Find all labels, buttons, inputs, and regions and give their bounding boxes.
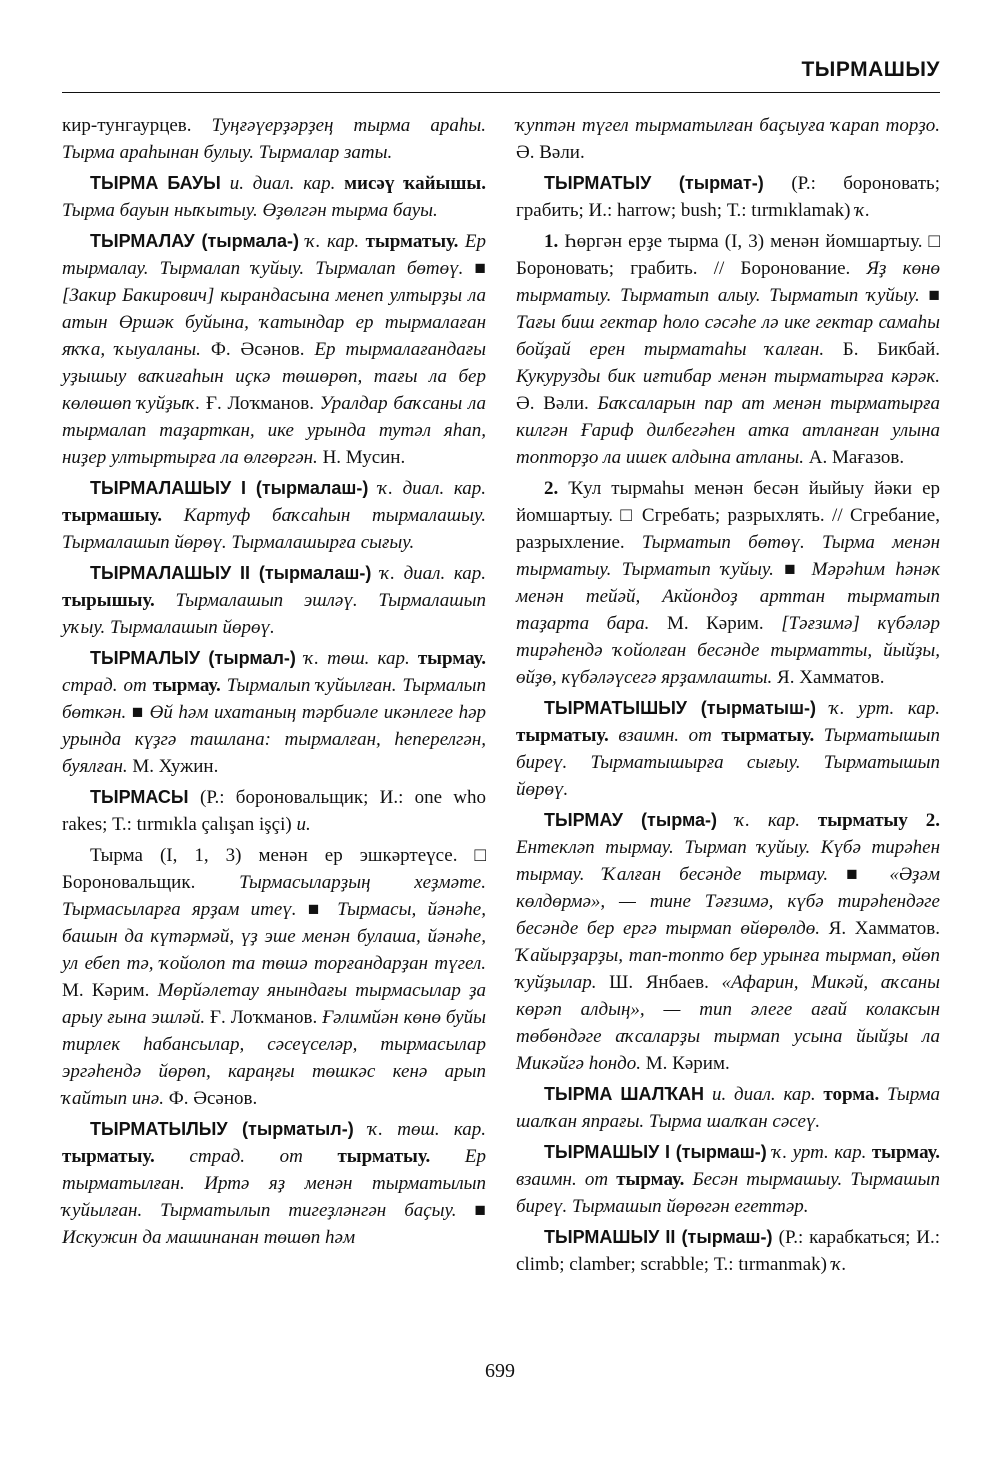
entry-text: Ер тырмалағандағы уҙышыу ваҡиғаһын иҫкә төшөрөп, тағы ла бер көлөшөп ҡуйҙыҡ.: [62, 339, 486, 414]
entry-text: тырматыу.: [721, 725, 824, 746]
left-column: [62, 112, 486, 1255]
entry-text: М. Кәрим.: [645, 1053, 730, 1074]
entry-text: Ентекләп тырмау. Тырмап ҡуйыу. Күбә тирәһен тырмау. Ҡалған бесәнде тырмау. ■ «Әҙәм көлдөрмә», — тине Тәғзимә, күбә тирәһендәге бесәнде бер ергә тырмап өйөрөлдө.: [516, 837, 940, 939]
entry-text: тырматыу.: [516, 725, 619, 746]
entry-text: ҡ.: [855, 200, 871, 221]
entry-text: Тырма шалҡан япрағы. Тырма шалҡан сәсеү.: [516, 1084, 940, 1132]
entry-text: Ф. Әсәнов.: [210, 339, 315, 360]
entry-text: Бесән тырмашыу. Тырмашып биреү. Тырмашып йөрөгән егеттәр.: [516, 1169, 940, 1217]
entry-text: Я. Хамматов.: [777, 667, 885, 688]
dictionary-entry: [516, 112, 940, 166]
entry-text: 2.: [544, 478, 569, 499]
headword: ТЫРМА ШАЛҠАН: [544, 1084, 713, 1104]
entry-text: страд. от: [189, 1146, 338, 1167]
entry-text: Кукурузды бик иғтибар менән тырматырға кәрәк.: [516, 366, 940, 387]
entry-text: Туңғәүерҙәрҙең тырма араһы. Тырма араһынан булыу. Тырмалар заты.: [62, 115, 486, 163]
entry-text: Ә. Вәли.: [516, 393, 598, 414]
dictionary-entry: [516, 475, 940, 691]
entry-text: ҡуптән түгел тырматылған баҫыуға ҡарап торҙо.: [516, 115, 940, 136]
entry-text: Тырматышып биреү. Тырматышырға сығыу. Тырматышып йөрөү.: [516, 725, 940, 800]
entry-text: Уралдар баҡсаны ла тырмалап таҙарткан, ике урында тутәл яһап, ниҙер ултыртырға ла өлгөргән.: [62, 393, 486, 468]
dictionary-entry: [516, 228, 940, 471]
entry-text: тырмау.: [417, 648, 486, 669]
dictionary-entry: [62, 475, 486, 556]
entry-text: А. Мағазов.: [808, 447, 905, 468]
entry-text: тырматыу.: [337, 1146, 465, 1167]
headword: ТЫРМАЛАШЫУ II (тырмалаш-): [90, 563, 381, 583]
header-rule: [62, 92, 940, 93]
entry-text: Тырма (I, 1, 3) менән ер эшкәртеүсе. □ Бороновальщик.: [62, 845, 486, 893]
entry-text: ҡ. диал. кар.: [380, 563, 486, 584]
entry-text: Б. Бикбай.: [842, 339, 940, 360]
page-number: 699: [485, 1360, 515, 1382]
headword: ТЫРМАШЫУ I (тырмаш-): [544, 1142, 773, 1162]
dictionary-entry: [62, 784, 486, 838]
entry-text: «Афарин, Микәй, аҡсаны көрәп алдың», — тип әлеге ағай колаксын төбөндәге аҡсаларҙы тырмап усына йыйҙы ла Микәйгә һондо.: [516, 972, 941, 1074]
entry-text: 1.: [544, 231, 565, 252]
entry-text: тырмау.: [152, 675, 227, 696]
headword: ТЫРМАЛАШЫУ I (тырмалаш-): [90, 478, 379, 498]
entry-text: (Р.: карабкаться; И.: climb; clamber; scrabble; Т.: tırmanmak): [516, 1227, 940, 1275]
entry-text: торма.: [823, 1084, 888, 1105]
entry-text: (Р.: бороновальщик; И.: one who rakes; Т.: tırmıkla çalışan işçi): [62, 787, 486, 835]
entry-text: Тырмалашып эшләү. Тырмалашып уҡыу. Тырмалашып йөрөү.: [62, 590, 486, 638]
entry-text: тырмау.: [871, 1142, 940, 1163]
entry-text: Ер тырмалау. Тырмалап ҡуйыу. Тырмалап бөтөү. ■ [Закир Бакирович] кырандасына менеп ултырҙы ла атын Өршәк буйына, ҡатындар ер тырмалаған яҡҡа, ҡыуаланы.: [62, 231, 486, 360]
dictionary-entry: [62, 170, 486, 224]
entry-text: [Тәғзимә] күбәләр тирәһендә ҡойолған бесәнде тырматты, йыйҙы, өйҙө, күбәләүсегә ярҙамлашты.: [516, 613, 940, 688]
entry-text: и. диал. кар.: [229, 173, 345, 194]
entry-text: тырматыу.: [62, 1146, 190, 1167]
headword: ТЫРМАЛЫУ (тырмал-): [90, 648, 305, 668]
headword: ТЫРМАУ (тырма-): [544, 810, 736, 830]
headword: ТЫРМАТЫЛЫУ (тырматыл-): [90, 1119, 369, 1139]
entry-text: ҡ. урт. кар.: [829, 698, 940, 719]
entry-text: ҡ. урт. кар.: [772, 1142, 872, 1163]
entry-text: Тырма бауын ныҡытыу. Өҙөлгән тырма бауы.: [62, 200, 438, 221]
entry-text: ҡ. кар.: [735, 810, 818, 831]
entry-text: тырышыу.: [62, 590, 176, 611]
entry-text: ҡ. диал. кар.: [378, 478, 486, 499]
entry-text: Ҡайырҙарҙы, тап-топто бер урынға тырмап, өйөп ҡуйҙылар.: [516, 945, 940, 993]
entry-text: кир-тунгаурцев.: [62, 115, 212, 136]
entry-text: Ер тырматылған. Иртә яҙ менән тырматылып ҡуйылған. Тырматылып тигеҙләнгән баҫыу. ■ Искужин да машинанан төшөп һәм: [62, 1146, 486, 1248]
entry-text: Яҙ көнө тырматыу. Тырматып алыу. Тырматып ҡуйыу. ■ Тағы биш гектар һоло сәсәһе лә ике гектар самаһы бойҙай ерен тырматаһы ҡалған.: [516, 258, 941, 360]
dictionary-entry: [516, 170, 940, 224]
entry-text: М. Хужин.: [132, 756, 219, 777]
entry-text: Баҡсаларын пар ат менән тырматырға килгән Ғариф дилбегәһен атка атланған улына топторҙо ла ишек алдына атланы.: [516, 393, 940, 468]
entry-text: тырмау.: [616, 1169, 693, 1190]
dictionary-entry: [516, 1081, 940, 1135]
headword: ТЫРМАЛАУ (тырмала-): [90, 231, 306, 251]
entry-text: и. диал. кар.: [712, 1084, 824, 1105]
entry-text: тырматыу.: [365, 231, 465, 252]
entry-text: Тырматып бөтөү. Тырма менән тырматыу. Тырматып ҡуйыу. ■ Мәрәһим һәнәк менән тейәй, Акйондоҙ арттан тырматып таҙарта бара.: [516, 532, 940, 634]
entry-text: тырматыу 2.: [817, 810, 940, 831]
entry-text: (Р.: бороновать; грабить; И.: harrow; bush; Т.: tırmıklamak): [516, 173, 940, 221]
entry-text: Тырмалып ҡуйылған. Тырмалып бөткән. ■ Өй һәм ихатаның тәрбиәле икәнлеге һәр урында күҙгә ташлана: тырмалған, һеперелгән, буялған.: [62, 675, 486, 777]
dictionary-entry: [62, 560, 486, 641]
dictionary-entry: [62, 842, 486, 1112]
entry-text: Мөрйәлетау янындағы тырмасылар ҙа арыу ғына эшләй.: [62, 980, 486, 1028]
entry-text: ҡ.: [831, 1254, 847, 1275]
headword: ТЫРМАТЫУ (тырмат-): [544, 173, 792, 193]
entry-text: Ғәлимйән көнө буйы тирлек һабансылар, сәсеүселәр, тырмасылар эргәһендә йөрөп, караңғы төшкәс кенә арып ҡайтып инә.: [62, 1007, 486, 1109]
entry-text: ҡ. кар.: [305, 231, 366, 252]
entry-text: М. Кәрим.: [666, 613, 782, 634]
dictionary-entry: [516, 1224, 940, 1278]
entry-text: ҡ. төш. кар.: [304, 648, 418, 669]
entry-text: Ғ. Лоҡманов.: [210, 1007, 323, 1028]
entry-text: Ш. Янбаев.: [609, 972, 722, 993]
dictionary-entry: [62, 645, 486, 780]
dictionary-entry: [62, 112, 486, 166]
entry-text: Ф. Әсәнов.: [168, 1088, 258, 1109]
dictionary-entry: [516, 807, 940, 1077]
entry-text: взаимн. от: [516, 1169, 617, 1190]
running-head: ТЫРМАШЫУ: [801, 58, 940, 81]
dictionary-entry: [62, 1116, 486, 1251]
headword: ТЫРМАТЫШЫУ (тырматыш-): [544, 698, 830, 718]
dictionary-entry: [62, 228, 486, 471]
entry-text: Ғ. Лоҡманов.: [206, 393, 320, 414]
entry-text: мисәү ҡайышы.: [344, 173, 487, 194]
headword: ТЫРМА БАУЫ: [90, 173, 230, 193]
entry-text: Һөргән ерҙе тырма (I, 3) менән йомшартыу. □ Бороновать; грабить. // Боронование.: [516, 231, 941, 279]
entry-text: Ә. Вәли.: [516, 142, 585, 163]
headword: ТЫРМАШЫУ II (тырмаш-): [544, 1227, 779, 1247]
entry-text: Н. Мусин.: [322, 447, 406, 468]
entry-text: Тырмасыларҙың хеҙмәте. Тырмасыларға ярҙам итеү. ■ Тырмасы, йәнәһе, башын да күтәрмәй, үҙ эше менән булаша, йәнәһе, ул ебеп тә, ҡойолоп та төшә торғандарҙан түгел.: [62, 872, 486, 974]
entry-text: Я. Хамматов.: [828, 918, 940, 939]
right-column: [516, 112, 940, 1282]
entry-text: взаимн. от: [618, 725, 722, 746]
entry-text: Картуф баҡсаһын тырмалашыу. Тырмалашып йөрөү. Тырмалашырға сығыу.: [62, 505, 486, 553]
entry-text: Ҡул тырмаһы менән бесән йыйыу йәки ер йомшартыу. □ Сгребать; разрыхлять. // Сгребание, разрыхление.: [516, 478, 940, 553]
dictionary-entry: [516, 1139, 940, 1220]
entry-text: и.: [296, 814, 311, 835]
entry-text: страд. от: [62, 675, 153, 696]
entry-text: ҡ. төш. кар.: [368, 1119, 486, 1140]
entry-text: тырмашыу.: [62, 505, 184, 526]
dictionary-entry: [516, 695, 940, 803]
headword: ТЫРМАСЫ: [90, 787, 201, 807]
entry-text: М. Кәрим.: [62, 980, 158, 1001]
